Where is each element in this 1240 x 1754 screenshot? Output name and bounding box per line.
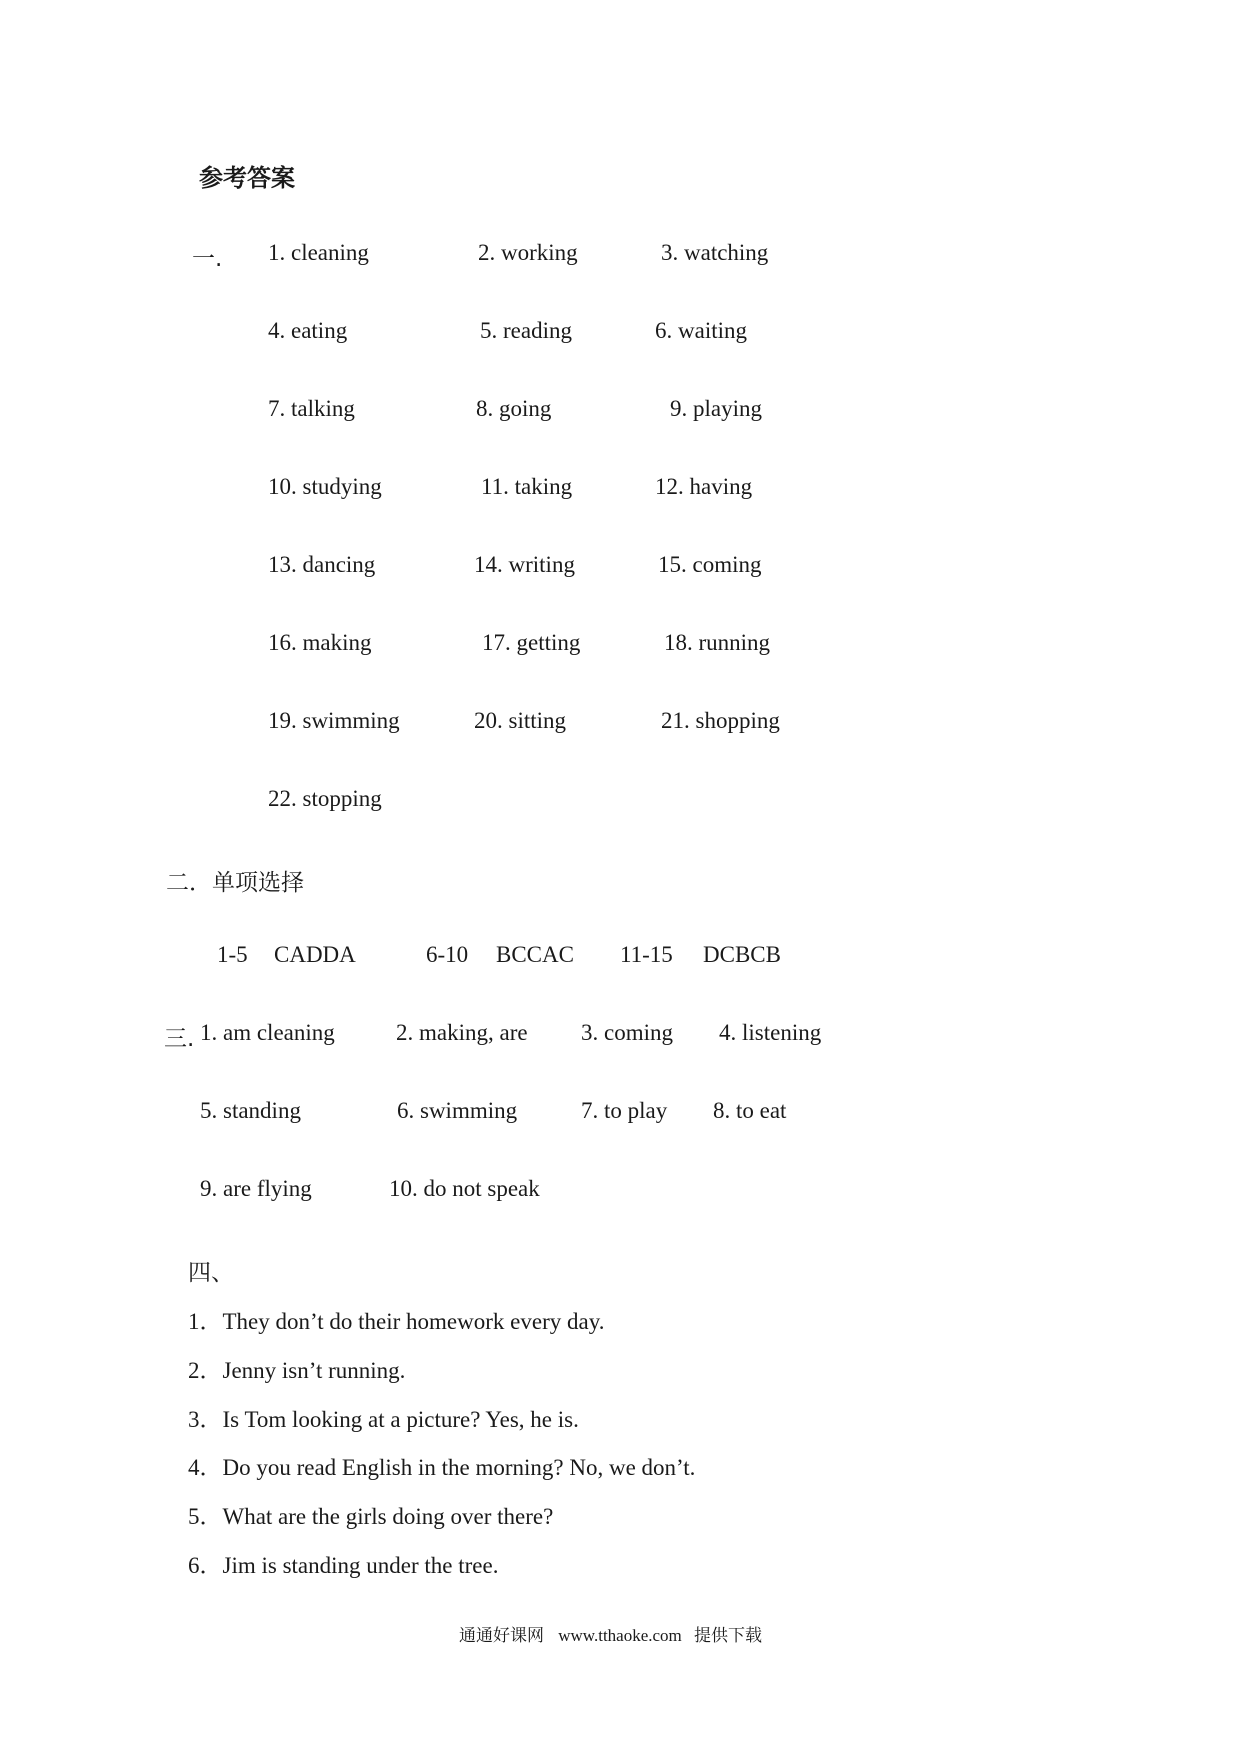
sentence-row (188, 1401, 579, 1434)
answer-item: 13. dancing (268, 552, 376, 577)
answer-item: 11. taking (481, 474, 573, 499)
answer-item: 18. running (664, 630, 771, 655)
answer-item: 10. do not speak (389, 1176, 540, 1201)
answer-item: 8. going (476, 396, 552, 421)
answer-item: 7. to play (581, 1098, 668, 1123)
sentence-row (188, 1352, 405, 1385)
answer-item: 10. studying (268, 474, 382, 499)
section1-label: 一. (192, 246, 223, 272)
answer-item: 7. talking (268, 396, 355, 421)
answer-item: 9. playing (670, 396, 762, 421)
sentence-text: They don’t do their homework every day. (222, 1309, 605, 1334)
choice-answer: CADDA (274, 942, 356, 967)
answer-item: 3. coming (581, 1020, 673, 1045)
answer-item: 12. having (655, 474, 753, 499)
answer-item: 15. coming (658, 552, 762, 577)
sentence-number: 2． (188, 1358, 223, 1383)
answer-item: 1. cleaning (268, 240, 369, 265)
footer-url[interactable]: www.tthaoke.com (558, 1626, 682, 1645)
answer-item: 5. reading (480, 318, 572, 343)
sentence-text: Is Tom looking at a picture? Yes, he is. (222, 1407, 579, 1432)
answer-item: 5. standing (200, 1098, 301, 1123)
answer-item: 14. writing (474, 552, 575, 577)
answer-item: 22. stopping (268, 786, 382, 811)
answer-item: 6. swimming (397, 1098, 518, 1123)
section4-label: 四、 (188, 1260, 234, 1286)
answer-item: 4. eating (268, 318, 348, 343)
answer-item: 8. to eat (713, 1098, 787, 1123)
sentence-row (188, 1547, 498, 1580)
choice-answer: DCBCB (703, 942, 781, 967)
answer-item: 20. sitting (474, 708, 567, 733)
sentence-number: 5． (188, 1504, 223, 1529)
sentence-text: Do you read English in the morning? No, we don’t. (222, 1455, 696, 1480)
answer-item: 9. are flying (200, 1176, 312, 1201)
sentence-text: What are the girls doing over there? (222, 1504, 554, 1529)
section3-label: 三. (164, 1026, 195, 1052)
choice-range: 11-15 (620, 942, 673, 967)
answer-item: 21. shopping (661, 708, 780, 733)
sentence-text: Jenny isn’t running. (222, 1358, 406, 1383)
sentence-number: 1． (188, 1309, 223, 1334)
answer-item: 6. waiting (655, 318, 747, 343)
answer-item: 4. listening (719, 1020, 822, 1045)
answer-item: 2. making, are (396, 1020, 528, 1045)
answer-item: 3. watching (661, 240, 769, 265)
footer-site-name: 通通好课网 (459, 1626, 544, 1646)
footer-suffix: 提供下载 (694, 1626, 763, 1646)
answer-item: 1. am cleaning (200, 1020, 335, 1045)
page-footer (459, 1621, 762, 1646)
sentence-number: 4． (188, 1455, 223, 1480)
sentence-number: 6． (188, 1553, 223, 1578)
answer-item: 19. swimming (268, 708, 400, 733)
sentence-number: 3． (188, 1407, 223, 1432)
choice-range: 6-10 (426, 942, 469, 967)
answer-item: 16. making (268, 630, 372, 655)
answer-item: 17. getting (482, 630, 581, 655)
page-title: 参考答案 (199, 164, 295, 192)
sentence-row (188, 1449, 695, 1482)
choice-range: 1-5 (217, 942, 248, 967)
choice-answer: BCCAC (496, 942, 574, 967)
section2-label: 二．单项选择 (166, 870, 304, 896)
sentence-row (188, 1303, 604, 1336)
answer-item: 2. working (478, 240, 578, 265)
sentence-row (188, 1498, 553, 1531)
sentence-text: Jim is standing under the tree. (222, 1553, 499, 1578)
